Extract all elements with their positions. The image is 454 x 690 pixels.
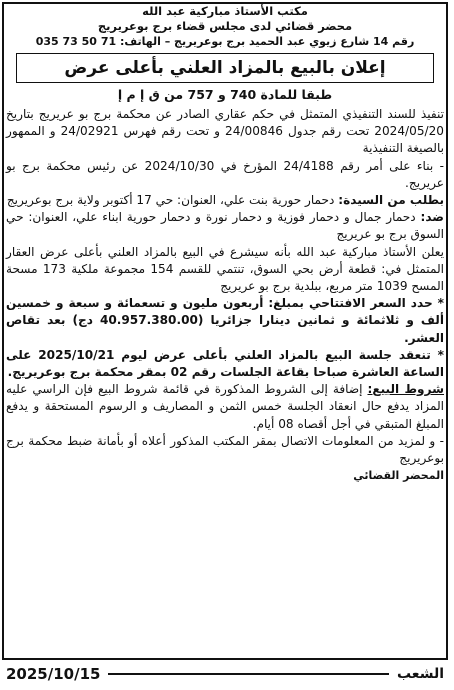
notice-banner: إعلان بالبيع بالمزاد العلني بأعلى عرض bbox=[16, 53, 434, 83]
defendants-label: ضد: bbox=[420, 210, 444, 225]
paragraph-session: * تنعقد جلسة البيع بالمزاد العلني بأعلى عرض ليوم 2025/10/21 على الساعة العاشرة صباحا بقاعة الجلسات رقم 02 بمقر محكمة برج بوعريريج. bbox=[6, 347, 444, 380]
footer bbox=[2, 662, 448, 686]
signature: المحضر القضائي bbox=[353, 469, 444, 483]
office-name: مكتب الأستاذ مباركية عبد الله bbox=[142, 4, 308, 18]
paragraph-plaintiff bbox=[6, 192, 444, 209]
office-title: محضر قضائي لدى مجلس قضاء برج بوعريريج bbox=[97, 19, 353, 33]
paragraph-contact: - و لمزيد من المعلومات الاتصال بمقر المكتب المذكور أعلاه أو بأمانة ضبط محكمة برج بوعريريج bbox=[6, 433, 444, 466]
plaintiff-label: بطلب من السيدة: bbox=[338, 193, 444, 208]
conditions-label: شروط البيع: bbox=[367, 382, 444, 397]
notice-subtitle: طبقا للمادة 740 و 757 من ق إ م إ bbox=[117, 87, 333, 102]
defendants-text: دحمار جمال و دحمار فوزية و دحمار نورة و دحمار حورية ابناء علي، العنوان: حي السوق برج بو عريريج bbox=[6, 210, 444, 242]
paragraph-enforcement: تنفيذ للسند التنفيذي المتمثل في حكم عقاري الصادر عن محكمة برج بو عريريج بتاريخ 2024/05/20 تحت رقم جدول 24/00846 و تحت رقم فهرس 24/02921 و الممهور بالصيغة التنفيذية bbox=[6, 107, 444, 156]
paragraph-order: - بناء على أمر رقم 24/4188 المؤرخ في 2024/10/30 عن رئيس محكمة برج بو عريريج. bbox=[6, 158, 444, 190]
footer-rule bbox=[108, 673, 389, 675]
newspaper-name: الشعب bbox=[396, 666, 444, 682]
paragraph-defendants bbox=[6, 209, 444, 243]
signature-line bbox=[6, 469, 444, 482]
plaintiff-text: دحمار حورية بنت علي، العنوان: حي 17 أكتوبر ولاية برج بوعريريج bbox=[6, 193, 339, 208]
office-address: رقم 14 شارع زيوي عبد الحميد برج بوعريريج – الهاتف: 71 50 73 035 bbox=[35, 35, 415, 48]
legal-notice bbox=[6, 4, 444, 482]
publication-date: 2025/10/15 bbox=[6, 665, 101, 683]
paragraph-property: يعلن الأستاذ مباركية عبد الله بأنه سيشرع في البيع بالمزاد العلني بأعلى عرض العقار المتمثل في: قطعة أرض بحي السوق، تنتمي للقسم 154 مجموعة ملكية 173 مسحة المسح 1039 متر مربع، ببلدية برج بو عريريج bbox=[6, 244, 444, 294]
conditions-text: إضافة إلى الشروط المذكورة في قائمة شروط البيع فإن الراسي عليه المزاد يدفع حال انعقاد الجلسة خمس الثمن و المصاريف و الرسوم المستحقة و يدفع المبلغ المتبقي في أجل أقصاه 08 أيام. bbox=[6, 382, 444, 431]
paragraph-conditions bbox=[6, 381, 444, 433]
paragraph-price: * حدد السعر الافتتاحي بمبلغ: أربعون مليون و تسعمائة و سبعة و خمسين ألف و ثلاثمائة و ثمانين دينارا جزائريا (40.957.380.00 دج) بعد تقاص العشر. bbox=[6, 296, 444, 345]
